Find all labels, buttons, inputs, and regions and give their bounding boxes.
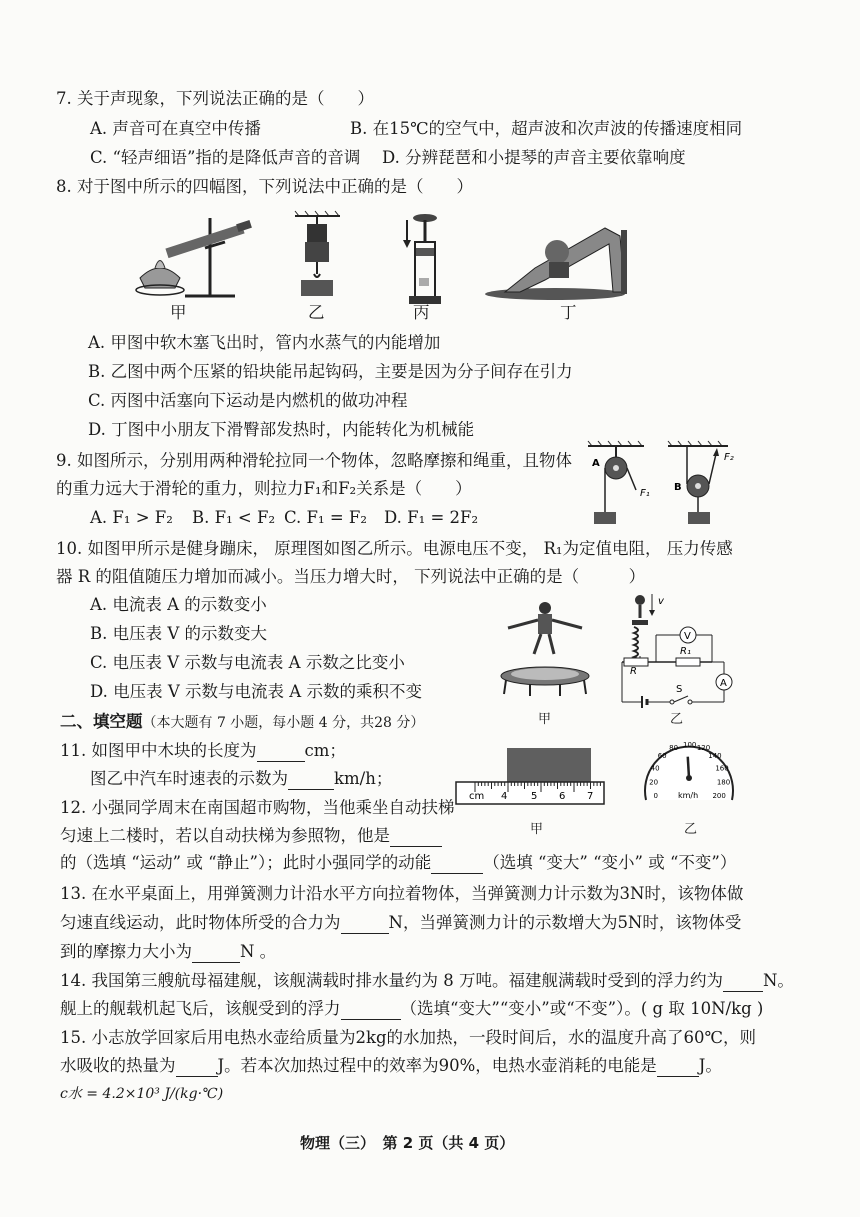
q12-blank-motion[interactable] — [390, 828, 442, 847]
q8-option-c: C. 丙图中活塞向下运动是内燃机的做功冲程 — [88, 391, 408, 410]
ruler-tick-6: 6 — [559, 791, 566, 802]
q11-line2-unit: km/h； — [334, 769, 393, 788]
q10-velocity-label: v — [658, 596, 664, 607]
q9-f2-label: F₂ — [724, 452, 734, 463]
q10-ammeter-label: A — [720, 678, 727, 689]
speedometer-tick-label: 180 — [716, 778, 731, 787]
q8-fig-bing-illustration — [403, 214, 441, 304]
q7-option-b: B. 在15℃的空气中，超声波和次声波的传播速度相同 — [350, 119, 743, 138]
q13-line2 — [60, 912, 741, 934]
q12-blank-kinetic[interactable] — [431, 855, 483, 874]
q12-line3-options: （选填 “变大” “变小” 或 “不变”） — [483, 853, 737, 872]
q15-blank-heat[interactable] — [176, 1058, 218, 1077]
q8-option-a: A. 甲图中软木塞飞出时，管内水蒸气的内能增加 — [88, 333, 441, 352]
q8-label-yi: 乙 — [308, 303, 325, 322]
q9-pulley-b-label: B — [674, 482, 682, 493]
q14-line2-text: 舰上的舰载机起飞后，该舰受到的浮力 — [60, 999, 341, 1018]
q11-blank-speed[interactable] — [288, 771, 334, 790]
q15-line1: 15. 小志放学回家后用电热水壶给质量为2kg的水加热，一段时间后，水的温度升高了60℃，则 — [60, 1028, 756, 1047]
q7-option-c: C. “轻声细语”指的是降低声音的音调 — [90, 148, 361, 167]
q14-blank-change[interactable] — [341, 1001, 401, 1020]
q8-option-d: D. 丁图中小朋友下滑臀部发热时，内能转化为机械能 — [88, 420, 475, 439]
q12-line3 — [60, 852, 736, 874]
q12-line1: 12. 小强同学周末在南国超市购物，当他乘坐自动扶梯 — [60, 798, 455, 817]
q11-fig-yi-caption: 乙 — [684, 822, 698, 837]
q9-pulley-a-label: A — [592, 458, 600, 469]
q10-r-label: R — [630, 666, 637, 677]
page-footer: 物理（三） 第 2 页（共 4 页） — [300, 1134, 515, 1152]
speedometer-tick-label: 200 — [712, 792, 726, 800]
speedometer-tick-label: 80 — [669, 743, 679, 752]
q8-fig-jia-illustration — [136, 218, 252, 296]
q8-label-jia: 甲 — [170, 303, 187, 322]
speedometer-tick-label: 100 — [683, 741, 697, 749]
q9-option-c: C. F₁ = F₂ — [284, 508, 367, 527]
speedometer-tick-label: 160 — [715, 764, 729, 773]
ruler-tick-5: 5 — [531, 791, 538, 802]
q8-option-b: B. 乙图中两个压紧的铅块能吊起钩码，主要是因为分子间存在引力 — [88, 362, 573, 381]
q14-line1-text: 14. 我国第三艘航母福建舰，该舰满载时排水量约为 8 万吨。福建舰满载时受到的浮力约为 — [60, 971, 723, 990]
q10-line2: 器 R 的阻值随压力增加而减小。当压力增大时， 下列说法中正确的是（ ） — [56, 567, 646, 586]
ruler-tick-4: 4 — [501, 791, 508, 802]
q15-specific-heat: c水 = 4.2×10³ J/(kg·℃) — [60, 1086, 224, 1102]
ruler-tick-7: 7 — [587, 791, 594, 802]
q10-trampoline-figure — [490, 598, 600, 708]
speedometer-tick-label: 120 — [696, 743, 711, 752]
q15-line2-text: 水吸收的热量为 — [60, 1056, 176, 1075]
q14-line2-rest: （选填“变大”“变小”或“不变”）。( g 取 10N/kg ) — [400, 999, 764, 1018]
q10-fig-jia-caption: 甲 — [538, 712, 552, 727]
q10-switch-label: S — [676, 684, 683, 695]
q10-circuit-figure — [612, 590, 742, 710]
speedometer-tick-label: 0 — [653, 792, 659, 800]
speedometer-tick-label: 140 — [708, 752, 722, 761]
q13-blank-friction[interactable] — [192, 944, 240, 963]
q9-f1-label: F₁ — [640, 488, 650, 499]
q9-option-a: A. F₁ > F₂ — [90, 508, 173, 527]
q8-fig-yi-illustration — [295, 211, 340, 296]
q13-blank-net-force[interactable] — [341, 915, 389, 934]
q7-option-d: D. 分辨琵琶和小提琴的声音主要依靠响度 — [382, 148, 686, 167]
q15-blank-energy[interactable] — [657, 1058, 699, 1077]
q9-line1: 9. 如图所示，分别用两种滑轮拉同一个物体，忽略摩擦和绳重，且物体 — [56, 451, 572, 470]
q9-option-d: D. F₁ = 2F₂ — [384, 508, 479, 527]
q11-line1-text: 11. 如图甲中木块的长度为 — [60, 741, 257, 760]
section-2-title: 二、填空题 — [60, 712, 143, 731]
q15-line2-mid: J。若本次加热过程中的效率为90%，电热水壶消耗的电能是 — [217, 1056, 657, 1075]
q10-line1: 10. 如图甲所示是健身蹦床， 原理图如图乙所示。电源电压不变， R₁为定值电阻， 压力传感 — [56, 539, 733, 558]
q10-option-d: D. 电压表 V 示数与电流表 A 示数的乘积不变 — [90, 682, 422, 701]
q15-line2-unit: J。 — [698, 1056, 722, 1075]
q10-option-a: A. 电流表 A 的示数变小 — [90, 595, 267, 614]
q10-option-b: B. 电压表 V 的示数变大 — [90, 624, 268, 643]
section-2-heading — [60, 711, 424, 734]
q10-option-c: C. 电压表 V 示数与电流表 A 示数之比变小 — [90, 653, 405, 672]
q11-line1 — [60, 740, 346, 762]
q14-blank-buoyancy[interactable] — [723, 973, 763, 992]
q13-line2-text: 匀速直线运动，此时物体所受的合力为 — [60, 913, 341, 932]
q8-stem: 8. 对于图中所示的四幅图，下列说法中正确的是（ ） — [56, 177, 473, 196]
q9-pulley-figure — [578, 440, 758, 530]
q12-line3-text: 的（选填 “运动” 或 “静止”）；此时小强同学的动能 — [60, 853, 432, 872]
q13-line2-rest: N，当弹簧测力计的示数增大为5N时，该物体受 — [388, 913, 742, 932]
q11-line2-text: 图乙中汽车时速表的示数为 — [90, 769, 288, 788]
speedometer-needle — [688, 757, 689, 778]
q10-fig-yi-caption: 乙 — [670, 712, 684, 727]
q15-line2 — [60, 1055, 722, 1077]
q9-line2: 的重力远大于滑轮的重力，则拉力F₁和F₂关系是（ ） — [56, 479, 472, 498]
q12-line2-text: 匀速上二楼时，若以自动扶梯为参照物，他是 — [60, 826, 390, 845]
q11-fig-jia-caption: 甲 — [530, 822, 544, 837]
q9-option-b: B. F₁ < F₂ — [192, 508, 276, 527]
speedometer-tick-label: 20 — [649, 778, 659, 787]
speedometer-unit: km/h — [678, 791, 699, 800]
speedometer-tick-label: 40 — [650, 764, 660, 773]
q14-line2 — [60, 998, 763, 1020]
q8-label-bing: 丙 — [413, 303, 430, 322]
q13-line3-text: 到的摩擦力大小为 — [60, 942, 192, 961]
q11-speedometer-figure — [638, 726, 740, 810]
q11-ruler-figure — [455, 746, 607, 810]
q11-blank-length[interactable] — [257, 743, 305, 762]
q11-line1-unit: cm； — [304, 741, 346, 760]
section-2-note: （本大题有 7 小题，每小题 4 分，共28 分） — [142, 715, 425, 731]
q14-line1 — [60, 970, 794, 992]
q11-line2 — [90, 768, 392, 790]
speedometer-tick-label: 60 — [657, 752, 667, 761]
ruler-unit: cm — [469, 791, 485, 802]
q13-line3 — [60, 941, 276, 963]
q10-voltmeter-label: V — [684, 631, 691, 642]
q10-r1-label: R₁ — [680, 646, 691, 657]
q12-line2 — [60, 825, 442, 847]
q13-line3-unit: N 。 — [240, 942, 277, 961]
q8-label-ding: 丁 — [560, 303, 577, 322]
q14-line1-unit: N。 — [762, 971, 794, 990]
q13-line1: 13. 在水平桌面上，用弹簧测力计沿水平方向拉着物体，当弹簧测力计示数为3N时，该物体做 — [60, 884, 744, 903]
q7-stem: 7. 关于声现象，下列说法正确的是（ ） — [56, 89, 374, 108]
q7-option-a: A. 声音可在真空中传播 — [90, 119, 261, 138]
q8-fig-ding-illustration — [485, 228, 627, 300]
